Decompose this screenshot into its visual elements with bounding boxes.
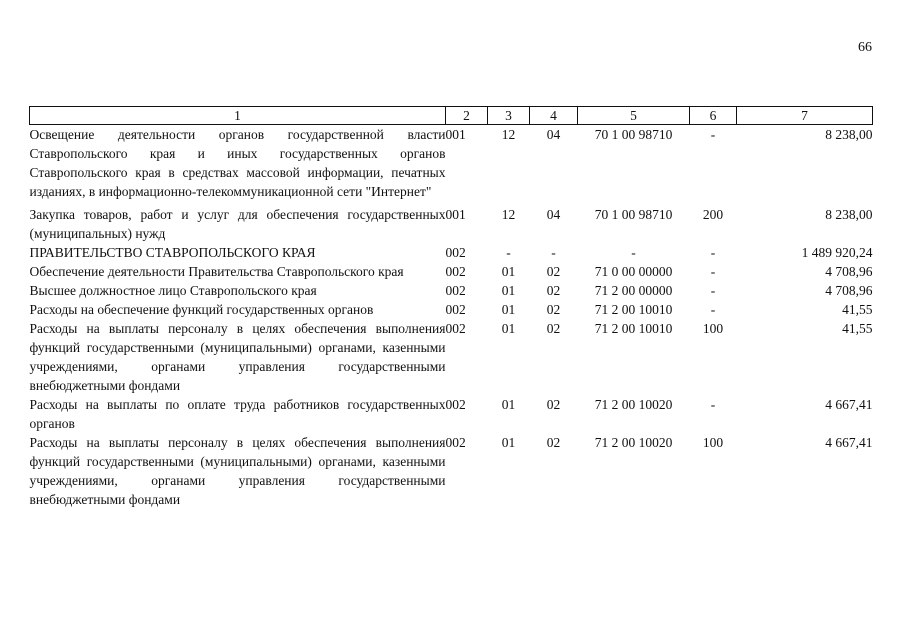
row-section: 01 xyxy=(501,321,516,336)
table-row xyxy=(30,300,873,319)
row-expense-type: - xyxy=(710,397,716,412)
row-target-article: 71 2 00 10010 xyxy=(594,302,673,317)
table-row xyxy=(30,125,873,202)
header-col-4: 4 xyxy=(530,107,578,125)
row-name: Высшее должностное лицо Ставропольского края xyxy=(29,283,317,298)
table-body xyxy=(30,125,873,510)
row-target-article: - xyxy=(631,245,636,260)
table-row xyxy=(30,319,873,395)
row-target-article: 71 2 00 10020 xyxy=(594,397,673,412)
row-subsection: 02 xyxy=(546,264,561,279)
row-ministry-code: 002 xyxy=(445,435,466,450)
header-col-7: 7 xyxy=(737,107,873,125)
row-target-article: 71 2 00 10020 xyxy=(594,435,673,450)
table-row xyxy=(30,201,873,243)
row-target-article: 70 1 00 98710 xyxy=(594,127,673,142)
row-amount: 4 667,41 xyxy=(825,435,873,450)
row-target-article: 71 2 00 00000 xyxy=(594,283,673,298)
row-subsection: - xyxy=(551,245,556,260)
header-col-5: 5 xyxy=(578,107,690,125)
row-amount: 41,55 xyxy=(842,302,873,317)
row-ministry-code: 002 xyxy=(445,245,466,260)
row-expense-type: - xyxy=(710,127,716,142)
row-name: Обеспечение деятельности Правительства Ставропольского края xyxy=(29,264,404,279)
row-name: ПРАВИТЕЛЬСТВО СТАВРОПОЛЬСКОГО КРАЯ xyxy=(29,245,316,260)
row-name: Расходы на обеспечение функций государственных органов xyxy=(29,302,374,317)
row-subsection: 02 xyxy=(546,397,561,412)
row-expense-type: 200 xyxy=(702,207,724,222)
row-name: Расходы на выплаты персоналу в целях обеспечения выполнения функций государственными (муниципальными) органами, казенными учреждениями, органами управления государственными внебюджетными фондами xyxy=(29,321,446,393)
row-ministry-code: 002 xyxy=(445,397,466,412)
row-ministry-code: 001 xyxy=(445,207,466,222)
row-expense-type: - xyxy=(710,283,716,298)
table-row xyxy=(30,243,873,262)
row-target-article: 71 0 00 00000 xyxy=(594,264,673,279)
row-expense-type: - xyxy=(710,302,716,317)
header-row xyxy=(30,107,873,125)
row-amount: 4 708,96 xyxy=(825,264,873,279)
row-section: - xyxy=(506,245,511,260)
table-header xyxy=(30,107,873,125)
row-subsection: 02 xyxy=(546,302,561,317)
row-subsection: 04 xyxy=(546,207,561,222)
row-target-article: 71 2 00 10010 xyxy=(594,321,673,336)
row-section: 01 xyxy=(501,397,516,412)
row-amount: 41,55 xyxy=(842,321,873,336)
header-col-1: 1 xyxy=(30,107,446,125)
header-col-2: 2 xyxy=(446,107,488,125)
row-name: Расходы на выплаты персоналу в целях обеспечения выполнения функций государственными (муниципальными) органами, казенными учреждениями, органами управления государственными внебюджетными фондами xyxy=(29,435,446,507)
table-row xyxy=(30,262,873,281)
row-subsection: 02 xyxy=(546,283,561,298)
row-expense-type: 100 xyxy=(702,321,724,336)
table-row xyxy=(30,281,873,300)
header-col-6: 6 xyxy=(690,107,737,125)
row-ministry-code: 001 xyxy=(445,127,466,142)
page-number: 66 xyxy=(858,40,872,55)
row-section: 01 xyxy=(501,302,516,317)
table-row xyxy=(30,433,873,509)
row-subsection: 02 xyxy=(546,321,561,336)
row-name: Освещение деятельности органов государственной власти Ставропольского края и иных государственных органов Ставропольского края в средствах массовой информации, печатных изданиях, в информационно-телекоммуникационной сети "Интернет" xyxy=(29,127,446,199)
row-ministry-code: 002 xyxy=(445,321,466,336)
row-amount: 1 489 920,24 xyxy=(801,245,873,260)
row-amount: 4 708,96 xyxy=(825,283,873,298)
row-name: Закупка товаров, работ и услуг для обеспечения государственных (муниципальных) нужд xyxy=(29,207,446,241)
row-section: 01 xyxy=(501,264,516,279)
row-section: 12 xyxy=(501,207,516,222)
table-row xyxy=(30,395,873,433)
row-amount: 8 238,00 xyxy=(825,127,873,142)
row-subsection: 04 xyxy=(546,127,561,142)
row-amount: 8 238,00 xyxy=(825,207,873,222)
row-target-article: 70 1 00 98710 xyxy=(594,207,673,222)
row-expense-type: 100 xyxy=(702,435,724,450)
row-section: 01 xyxy=(501,435,516,450)
row-expense-type: - xyxy=(710,264,716,279)
budget-table xyxy=(29,106,873,509)
row-section: 12 xyxy=(501,127,516,142)
row-ministry-code: 002 xyxy=(445,264,466,279)
row-section: 01 xyxy=(501,283,516,298)
row-name: Расходы на выплаты по оплате труда работников государственных органов xyxy=(29,397,446,431)
header-col-3: 3 xyxy=(488,107,530,125)
row-amount: 4 667,41 xyxy=(825,397,873,412)
row-expense-type: - xyxy=(710,245,716,260)
row-ministry-code: 002 xyxy=(445,283,466,298)
row-subsection: 02 xyxy=(546,435,561,450)
row-ministry-code: 002 xyxy=(445,302,466,317)
